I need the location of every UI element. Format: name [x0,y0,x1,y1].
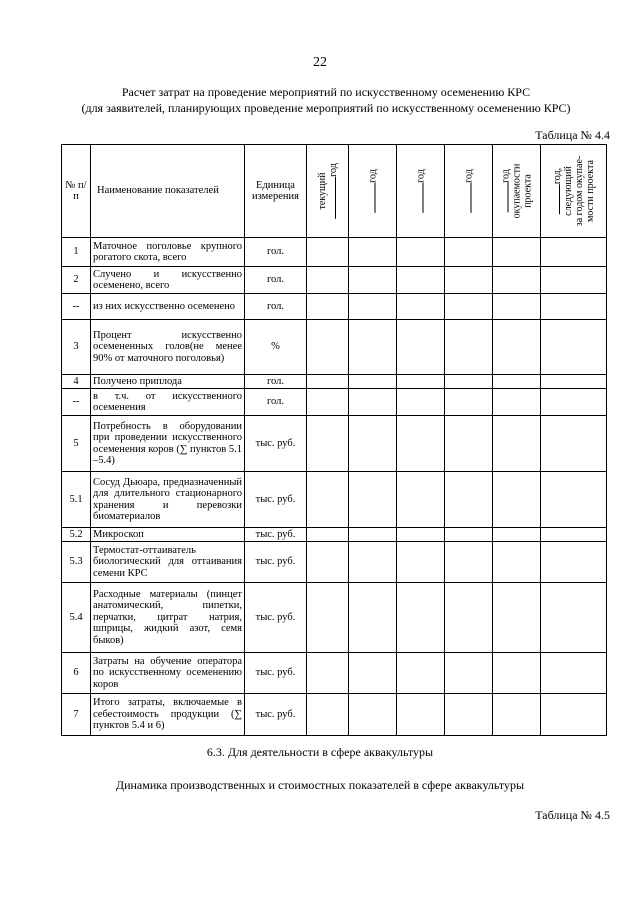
row-unit: тыс. руб. [245,653,307,694]
row-indicator-name: Термостат-оттаиватель биологический для оттаивания семени КРС [91,542,245,583]
row-value-cell [397,583,445,653]
row-value-cell [493,472,541,528]
row-value-cell [493,389,541,416]
row-unit: тыс. руб. [245,416,307,472]
row-unit: гол. [245,238,307,267]
row-value-cell [541,294,607,320]
row-value-cell [349,542,397,583]
table-title-line-1: Расчет затрат на проведение мероприятий по искусственному осеменению КРС [121,85,531,99]
row-value-cell [493,653,541,694]
row-value-cell [445,320,493,375]
row-indicator-name: Сосуд Дьюара, предназначенный для длительного стационарного хранения и перевозки биоматериалов [91,472,245,528]
row-value-cell [541,389,607,416]
row-unit: тыс. руб. [245,472,307,528]
row-number: 5.3 [62,542,91,583]
row-value-cell [445,389,493,416]
row-unit: тыс. руб. [245,542,307,583]
row-value-cell [397,238,445,267]
row-value-cell [307,238,349,267]
row-number: 5 [62,416,91,472]
row-unit: тыс. руб. [245,694,307,736]
table-row [62,653,607,694]
row-unit: гол. [245,389,307,416]
row-value-cell [397,416,445,472]
row-value-cell [307,294,349,320]
row-value-cell [541,267,607,294]
row-value-cell [493,542,541,583]
table-row [62,320,607,375]
row-indicator-name: Случено и искусственно осеменено, всего [91,267,245,294]
header-col-year-2-label: год [367,169,378,183]
row-unit: тыс. руб. [245,528,307,542]
row-value-cell [445,583,493,653]
header-col-year-2 [349,145,397,238]
row-value-cell [349,389,397,416]
row-value-cell [397,694,445,736]
row-value-cell [445,267,493,294]
row-value-cell [397,653,445,694]
row-value-cell [541,583,607,653]
row-value-cell [445,694,493,736]
row-number: 7 [62,694,91,736]
header-col-year-3-label: год [415,169,426,183]
row-value-cell [541,542,607,583]
header-col-following-project: мости проекта [584,160,596,222]
header-col-current-year-word: год [327,163,339,177]
row-value-cell [349,472,397,528]
row-value-cell [397,375,445,389]
table-row [62,238,607,267]
row-value-cell [307,583,349,653]
row-number: 5.4 [62,583,91,653]
table-label: Таблица № 4.4 [535,128,610,142]
row-number: -- [62,389,91,416]
row-value-cell [349,320,397,375]
row-value-cell [349,694,397,736]
table-row [62,472,607,528]
header-unit: Единица измерения [245,145,307,238]
table-row [62,294,607,320]
row-unit: гол. [245,267,307,294]
row-value-cell [541,320,607,375]
row-indicator-name: Итого затраты, включаемые в себестоимость продукции (∑ пунктов 5.4 и 6) [91,694,245,736]
row-indicator-name: Затраты на обучение оператора по искусственному осеменению коров [91,653,245,694]
table-row [62,583,607,653]
row-unit: гол. [245,375,307,389]
row-value-cell [349,294,397,320]
row-value-cell [307,472,349,528]
table-title-line-2: (для заявителей, планирующих проведение мероприятий по искусственному осеменению КРС) [81,101,571,115]
row-value-cell [349,653,397,694]
row-number: 3 [62,320,91,375]
row-value-cell [493,320,541,375]
table-row [62,694,607,736]
row-value-cell [349,267,397,294]
row-value-cell [307,416,349,472]
page-number: 22 [313,55,327,70]
table-label-2: Таблица № 4.5 [535,808,610,822]
row-value-cell [493,267,541,294]
table-row [62,375,607,389]
row-indicator-name: Расходные материалы (пинцет анатомический, пипетки, перчатки, цитрат натрия, шприцы, жидкий азот, семя быков) [91,583,245,653]
row-value-cell [397,389,445,416]
table-row [62,542,607,583]
row-value-cell [349,238,397,267]
row-value-cell [397,542,445,583]
row-value-cell [445,294,493,320]
row-value-cell [541,238,607,267]
row-value-cell [493,375,541,389]
row-indicator-name: Микроскоп [91,528,245,542]
row-value-cell [349,583,397,653]
cost-table [61,144,607,736]
row-value-cell [445,542,493,583]
row-unit: % [245,320,307,375]
row-value-cell [541,375,607,389]
row-value-cell [307,694,349,736]
header-col-payback-label: окупаемости [511,163,522,219]
row-value-cell [541,694,607,736]
row-number: 1 [62,238,91,267]
row-value-cell [541,528,607,542]
row-value-cell [397,267,445,294]
row-indicator-name: из них искусственно осеменено [91,294,245,320]
row-indicator-name: в т.ч. от искусственного осеменения [91,389,245,416]
row-number: 2 [62,267,91,294]
row-indicator-name: Потребность в оборудовании при проведении искусственного осеменения коров (∑ пунктов 5.1 –5.4) [91,416,245,472]
section-heading: 6.3. Для деятельности в сфере аквакультуры [206,745,434,759]
row-value-cell [493,694,541,736]
header-col-payback-project: проекта [522,174,533,208]
row-indicator-name: Маточное поголовье крупного рогатого скота, всего [91,238,245,267]
header-col-following-year-word: год, [551,167,563,185]
table-row [62,267,607,294]
header-col-following-after: за годом окупае- [573,155,585,227]
row-value-cell [397,472,445,528]
header-col-year-4 [445,145,493,238]
header-col-payback-year [493,145,541,238]
row-value-cell [307,320,349,375]
row-value-cell [445,238,493,267]
row-number: 6 [62,653,91,694]
row-value-cell [307,653,349,694]
row-value-cell [445,653,493,694]
row-value-cell [445,375,493,389]
table-row [62,416,607,472]
row-value-cell [541,416,607,472]
row-value-cell [445,472,493,528]
header-col-following-year [541,145,607,238]
row-value-cell [445,528,493,542]
row-value-cell [307,267,349,294]
header-name: Наименование показателей [91,145,245,238]
row-value-cell [493,583,541,653]
row-value-cell [541,472,607,528]
row-unit: гол. [245,294,307,320]
row-value-cell [541,653,607,694]
header-col-current-label: текущий [316,172,328,210]
row-value-cell [493,238,541,267]
row-value-cell [307,389,349,416]
row-value-cell [493,416,541,472]
row-indicator-name: Получено приплода [91,375,245,389]
table-row [62,389,607,416]
row-value-cell [397,528,445,542]
row-value-cell [397,294,445,320]
row-unit: тыс. руб. [245,583,307,653]
row-number: 4 [62,375,91,389]
header-num: № п/п [62,145,91,238]
table-row [62,528,607,542]
row-value-cell [349,528,397,542]
row-value-cell [349,416,397,472]
header-col-following-label: следующий [562,166,574,216]
row-number: 5.2 [62,528,91,542]
row-value-cell [397,320,445,375]
row-value-cell [445,416,493,472]
header-col-year-4-label: год [463,169,474,183]
table-header-row [62,145,607,238]
header-col-year-3 [397,145,445,238]
row-value-cell [493,528,541,542]
row-value-cell [307,528,349,542]
row-value-cell [493,294,541,320]
row-value-cell [349,375,397,389]
header-col-current-year [307,145,349,238]
header-col-payback-year-word: год [500,169,511,183]
row-indicator-name: Процент искусственно осемененных голов(не менее 90% от маточного поголовья) [91,320,245,375]
row-value-cell [307,542,349,583]
row-number: -- [62,294,91,320]
row-number: 5.1 [62,472,91,528]
section-title: Динамика производственных и стоимостных показателей в сфере аквакультуры [115,778,525,792]
row-value-cell [307,375,349,389]
